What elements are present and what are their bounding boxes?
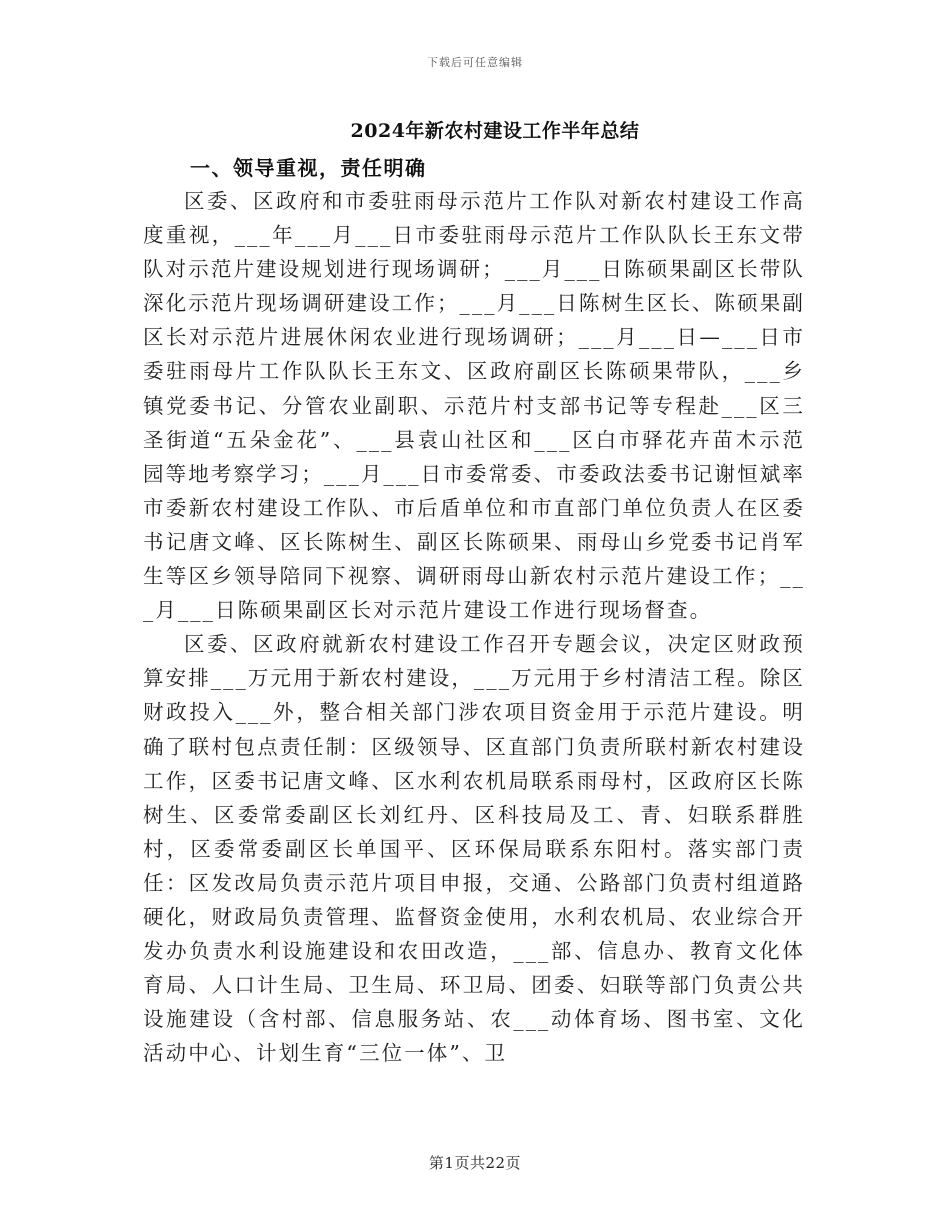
page-header-note: 下载后可任意编辑 (427, 56, 523, 69)
section-heading: 一、领导重视，责任明确 (190, 156, 427, 180)
document-body (143, 184, 805, 1070)
paragraph-2: 区委、区政府就新农村建设工作召开专题会议，决定区财政预算安排___万元用于新农村建设，___万元用于乡村清洁工程。除区财政投入___外，整合相关部门涉农项目资金用于示范片建设。明确了联村包点责任制：区级领导、区直部门负责所联村新农村建设工作，区委书记唐文峰、区水利农机局联系雨母村，区政府区长陈树生、区委常委副区长刘红丹、区科技局及工、青、妇联系群胜村，区委常委副区长单国平、区环保局联系东阳村。落实部门责任：区发改局负责示范片项目申报，交通、公路部门负责村组道路硬化，财政局负责管理、监督资金使用，水利农机局、农业综合开发办负责水利设施建设和农田改造，___部、信息办、教育文化体育局、人口计生局、卫生局、环卫局、团委、妇联等部门负责公共设施建设（含村部、信息服务站、农___动体育场、图书室、文化活动中心、计划生育“三位一体”、卫 (143, 632, 805, 1066)
document-title: 2024年新农村建设工作半年总结 (350, 120, 640, 142)
paragraph-1: 区委、区政府和市委驻雨母示范片工作队对新农村建设工作高度重视，___年___月___日市委驻雨母示范片工作队队长王东文带队对示范片建设规划进行现场调研；___月___日陈硕果副区长带队深化示范片现场调研建设工作；___月___日陈树生区长、陈硕果副区长对示范片进展休闲农业进行现场调研；___月___日—___日市委驻雨母片工作队队长王东文、区政府副区长陈硕果带队，___乡镇党委书记、分管农业副职、示范片村支部书记等专程赴___区三圣街道“五朵金花”、___县袁山社区和___区白市驿花卉苗木示范园等地考察学习；___月___日市委常委、市委政法委书记谢恒斌率市委新农村建设工作队、市后盾单位和市直部门单位负责人在区委书记唐文峰、区长陈树生、副区长陈硕果、雨母山乡党委书记肖军生等区乡领导陪同下视察、调研雨母山新农村示范片建设工作；___月___日陈硕果副区长对示范片建设工作进行现场督查。 (143, 189, 805, 623)
page-number: 第1页共22页 (428, 1154, 522, 1172)
